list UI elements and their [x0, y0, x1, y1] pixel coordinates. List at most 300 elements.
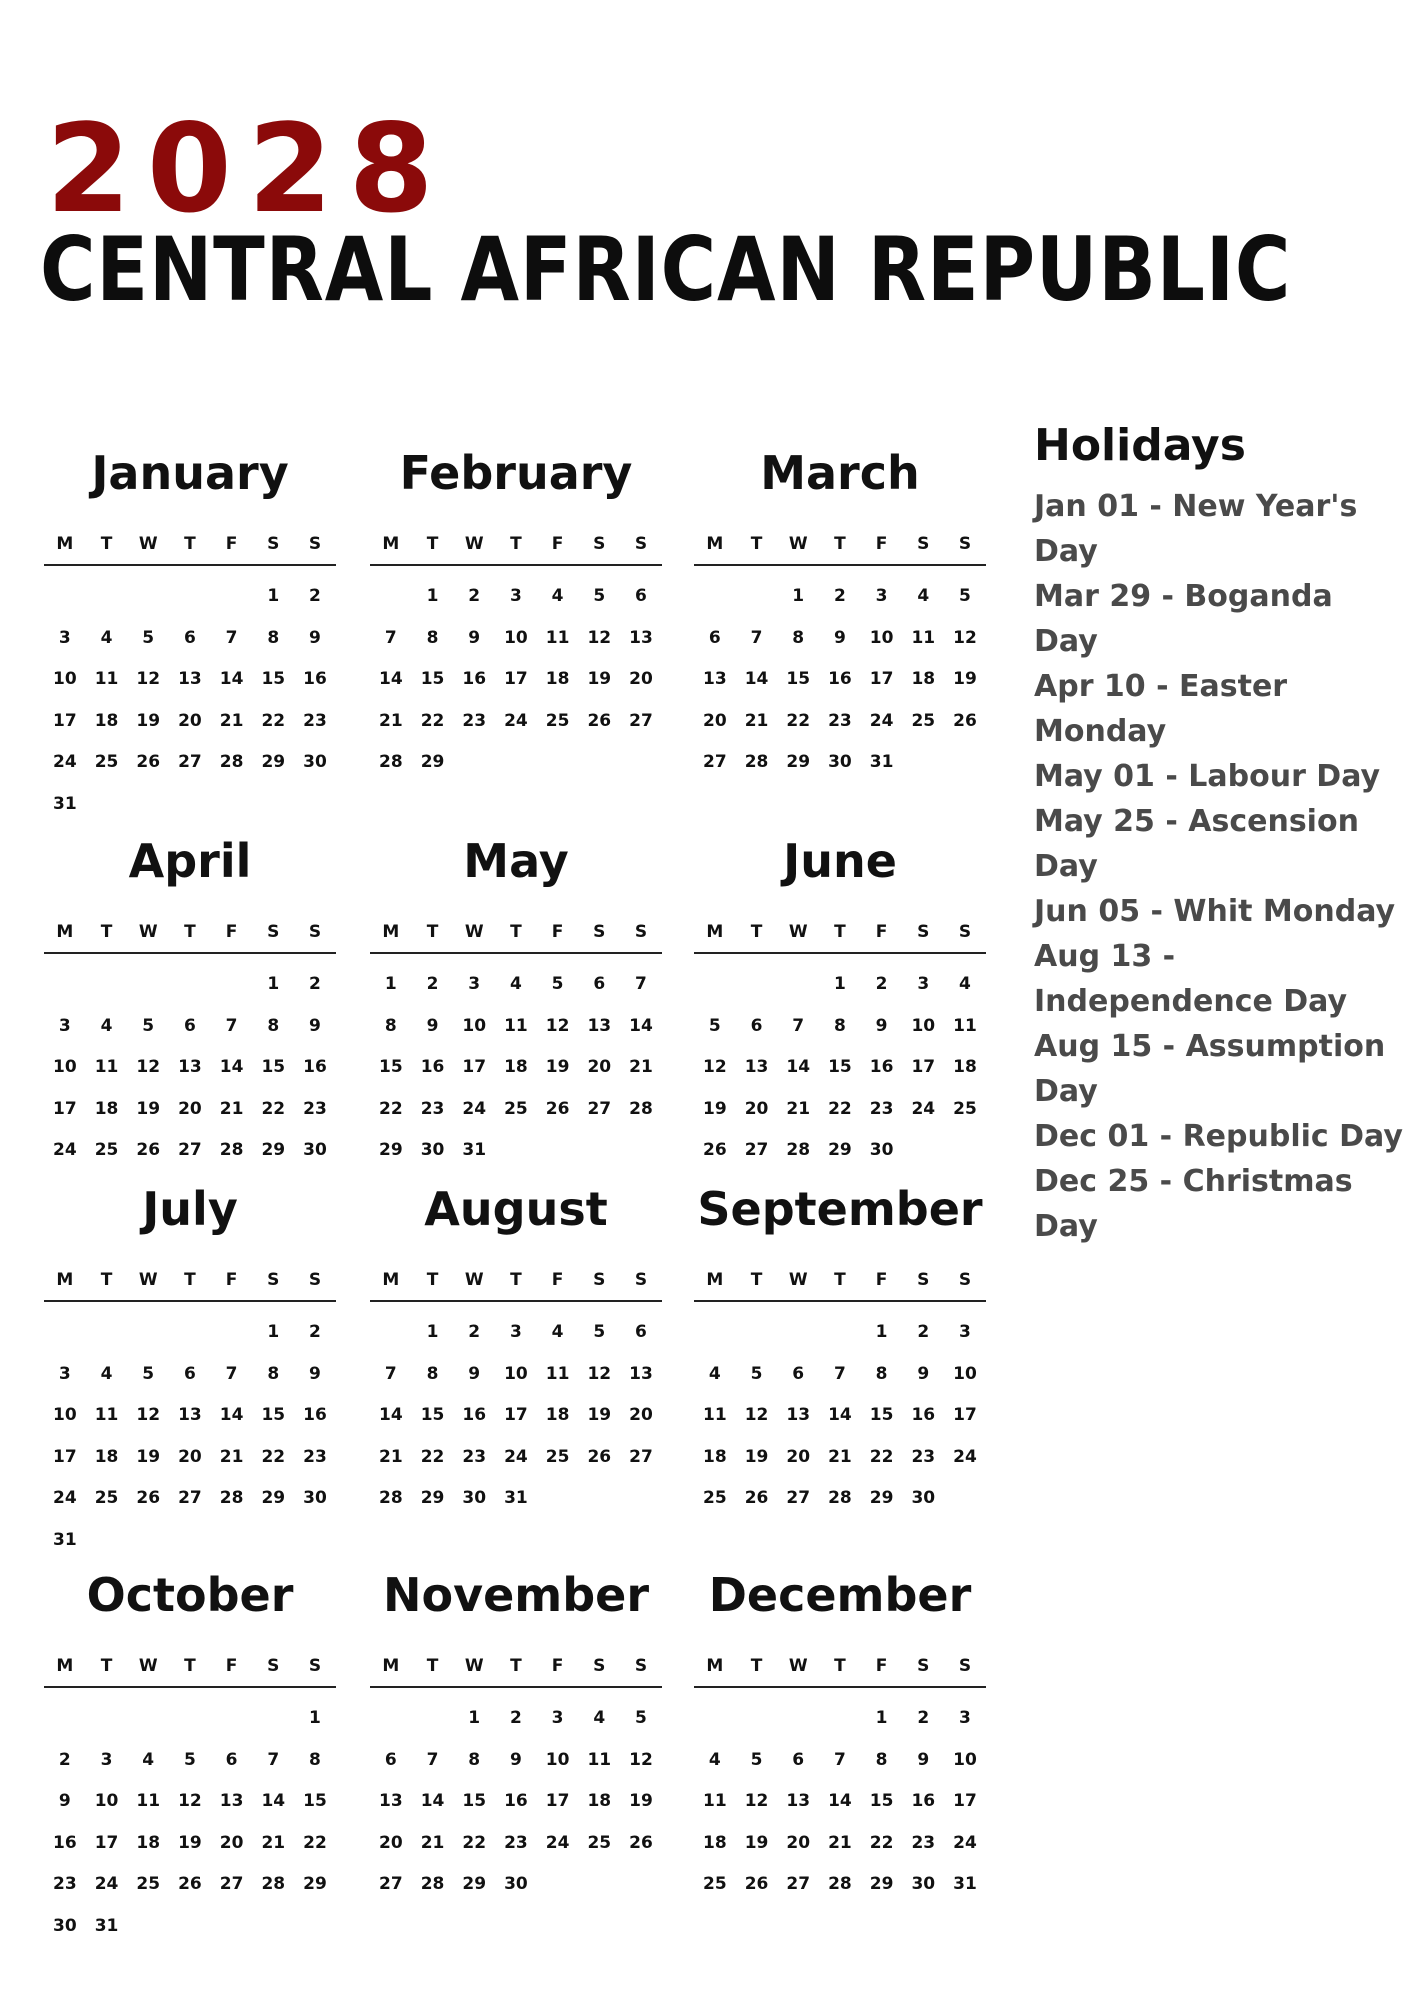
- day-cell: 24: [869, 710, 894, 731]
- day-grid: [370, 1698, 662, 1906]
- day-cell: 18: [94, 1446, 119, 1467]
- day-cell: 17: [953, 1405, 977, 1425]
- day-cell: 13: [629, 1363, 653, 1384]
- day-cell: 2: [509, 1708, 522, 1728]
- day-cell: 4: [100, 1015, 113, 1036]
- day-cell: 12: [629, 1749, 653, 1770]
- day-cell: 12: [136, 1057, 161, 1077]
- day-cell: 5: [750, 1749, 763, 1770]
- weekday-label: F: [551, 1270, 564, 1290]
- holiday-item: Aug 13 - Independence Day: [1034, 939, 1348, 1019]
- day-cell: 27: [219, 1874, 244, 1894]
- weekday-label: W: [138, 922, 158, 942]
- day-cell: 25: [94, 752, 119, 772]
- day-cell: 3: [509, 1322, 522, 1342]
- day-cell: 13: [703, 669, 727, 689]
- day-cell: 3: [551, 1708, 564, 1728]
- weekday-label: M: [382, 922, 400, 942]
- day-cell: 22: [261, 710, 286, 731]
- day-cell: 21: [828, 1832, 852, 1853]
- day-cell: 29: [261, 1140, 286, 1160]
- weekday-label: W: [464, 534, 484, 554]
- day-cell: 20: [178, 710, 202, 731]
- day-cell: 30: [869, 1140, 894, 1160]
- day-cell: 28: [379, 752, 403, 772]
- holiday-item: Dec 01 - Republic Day: [1034, 1119, 1403, 1154]
- empty-cell: [86, 1312, 128, 1354]
- day-cell: 1: [468, 1708, 481, 1728]
- weekday-label: T: [510, 1270, 522, 1290]
- month-name: November: [382, 1568, 650, 1622]
- day-cell: 17: [53, 1446, 77, 1467]
- empty-cell: [169, 964, 211, 1006]
- weekday-header: [370, 922, 662, 954]
- day-cell: 6: [635, 586, 647, 606]
- day-cell: 7: [750, 627, 763, 648]
- day-cell: 21: [420, 1832, 445, 1853]
- weekday-header: [44, 1656, 336, 1688]
- month-name: May: [463, 834, 569, 888]
- day-cell: 17: [94, 1832, 119, 1853]
- day-cell: 11: [94, 669, 119, 689]
- day-cell: 27: [178, 1488, 202, 1508]
- weekday-label: T: [750, 1270, 763, 1290]
- day-cell: 16: [420, 1057, 445, 1077]
- weekday-label: M: [56, 534, 74, 554]
- day-cell: 10: [504, 627, 528, 648]
- day-cell: 15: [261, 669, 286, 689]
- day-cell: 25: [703, 1874, 727, 1894]
- day-cell: 19: [136, 1098, 161, 1119]
- day-cell: 23: [828, 710, 852, 731]
- day-cell: 29: [869, 1488, 894, 1508]
- holiday-item: Jun 05 - Whit Monday: [1034, 894, 1396, 929]
- day-cell: 7: [225, 627, 238, 648]
- empty-cell: [169, 1312, 211, 1354]
- day-cell: 23: [869, 1098, 894, 1119]
- day-cell: 20: [587, 1057, 612, 1077]
- day-cell: 6: [183, 1363, 196, 1384]
- day-cell: 8: [267, 627, 280, 648]
- weekday-label: W: [788, 1270, 808, 1290]
- day-cell: 25: [94, 1488, 119, 1508]
- day-cell: 14: [379, 669, 403, 689]
- day-cell: 9: [917, 1749, 930, 1770]
- day-grid: [694, 576, 986, 784]
- day-cell: 12: [136, 1405, 161, 1425]
- weekday-label: T: [100, 534, 113, 554]
- day-cell: 18: [94, 710, 119, 731]
- weekday-label: S: [308, 1656, 322, 1676]
- day-cell: 28: [828, 1488, 852, 1508]
- day-cell: 21: [379, 1446, 403, 1467]
- day-cell: 11: [545, 1363, 570, 1384]
- holiday-item: Dec 25 - Christmas Day: [1034, 1164, 1353, 1244]
- day-cell: 2: [426, 974, 439, 994]
- day-cell: 27: [178, 752, 202, 772]
- day-cell: 24: [53, 1488, 77, 1508]
- day-cell: 15: [786, 669, 811, 689]
- weekday-label: T: [184, 1656, 196, 1676]
- day-cell: 20: [786, 1832, 811, 1853]
- day-grid: [694, 1698, 986, 1906]
- weekday-label: S: [958, 1270, 972, 1290]
- day-grid: [44, 964, 336, 1172]
- day-cell: 5: [708, 1015, 721, 1036]
- day-cell: 7: [267, 1749, 280, 1770]
- day-cell: 23: [462, 710, 487, 731]
- day-cell: 18: [911, 669, 936, 689]
- day-cell: 18: [703, 1446, 727, 1467]
- country-title: CENTRAL AFRICAN REPUBLIC: [40, 218, 1292, 321]
- weekday-label: T: [426, 534, 439, 554]
- day-cell: 11: [911, 627, 936, 648]
- day-cell: 4: [708, 1363, 721, 1384]
- day-cell: 13: [786, 1405, 811, 1425]
- day-cell: 4: [551, 586, 564, 606]
- day-cell: 5: [593, 586, 606, 606]
- day-cell: 6: [593, 974, 606, 994]
- day-cell: 8: [875, 1363, 888, 1384]
- day-cell: 22: [261, 1446, 286, 1467]
- day-cell: 25: [703, 1488, 727, 1508]
- day-cell: 1: [384, 974, 397, 994]
- day-cell: 17: [462, 1057, 487, 1077]
- day-cell: 25: [545, 1446, 570, 1467]
- day-cell: 7: [833, 1749, 846, 1770]
- day-cell: 13: [379, 1791, 403, 1811]
- weekday-label: S: [917, 1270, 930, 1290]
- day-cell: 3: [58, 1363, 71, 1384]
- weekday-label: W: [788, 534, 808, 554]
- day-cell: 22: [420, 1446, 445, 1467]
- day-cell: 14: [744, 669, 769, 689]
- weekday-label: S: [593, 534, 606, 554]
- day-cell: 18: [703, 1832, 727, 1853]
- day-cell: 3: [917, 974, 930, 994]
- day-cell: 5: [142, 1015, 155, 1036]
- day-cell: 15: [420, 669, 445, 689]
- empty-cell: [44, 1698, 86, 1740]
- day-cell: 13: [178, 1405, 202, 1425]
- holiday-item: Jan 01 - New Year's Day: [1034, 489, 1358, 569]
- weekday-header: [370, 1656, 662, 1688]
- day-grid: [44, 576, 336, 825]
- empty-cell: [127, 1698, 169, 1740]
- weekday-label: W: [464, 1656, 484, 1676]
- day-cell: 21: [219, 1446, 244, 1467]
- day-cell: 10: [462, 1015, 487, 1036]
- day-cell: 8: [875, 1749, 888, 1770]
- day-cell: 27: [379, 1874, 403, 1894]
- day-cell: 5: [183, 1749, 196, 1770]
- day-cell: 31: [869, 752, 894, 772]
- day-cell: 2: [917, 1708, 930, 1728]
- day-cell: 15: [379, 1057, 403, 1077]
- day-cell: 15: [261, 1405, 286, 1425]
- day-cell: 6: [183, 1015, 196, 1036]
- day-cell: 28: [420, 1874, 445, 1894]
- day-cell: 2: [309, 1322, 321, 1342]
- day-cell: 17: [504, 669, 528, 689]
- day-cell: 2: [309, 974, 321, 994]
- weekday-label: S: [593, 1270, 606, 1290]
- day-grid: [694, 964, 986, 1172]
- weekday-label: T: [510, 922, 522, 942]
- weekday-label: T: [100, 922, 113, 942]
- empty-cell: [86, 1698, 128, 1740]
- day-cell: 2: [309, 586, 321, 606]
- day-cell: 4: [100, 627, 113, 648]
- day-cell: 4: [100, 1363, 113, 1384]
- day-cell: 14: [629, 1015, 653, 1036]
- weekday-label: F: [551, 922, 564, 942]
- day-cell: 20: [178, 1098, 202, 1119]
- empty-cell: [86, 576, 128, 618]
- day-cell: 18: [94, 1098, 119, 1119]
- weekday-label: S: [634, 922, 648, 942]
- month-name: March: [760, 446, 920, 500]
- weekday-label: S: [634, 534, 648, 554]
- month-november: [370, 1568, 662, 1906]
- month-december: [694, 1568, 986, 1906]
- day-cell: 7: [225, 1363, 238, 1384]
- day-cell: 30: [504, 1874, 528, 1894]
- day-cell: 22: [786, 710, 811, 731]
- day-cell: 11: [94, 1405, 119, 1425]
- day-cell: 11: [587, 1749, 612, 1770]
- weekday-header: [694, 1656, 986, 1688]
- day-cell: 12: [953, 627, 977, 648]
- weekday-label: F: [875, 922, 888, 942]
- day-cell: 20: [629, 1405, 653, 1425]
- day-cell: 9: [468, 627, 481, 648]
- day-cell: 15: [261, 1057, 286, 1077]
- day-cell: 9: [509, 1749, 522, 1770]
- holiday-item: May 25 - Ascension Day: [1034, 804, 1359, 884]
- empty-cell: [211, 1698, 253, 1740]
- day-cell: 16: [911, 1791, 936, 1811]
- day-cell: 30: [420, 1140, 445, 1160]
- day-cell: 21: [786, 1098, 811, 1119]
- day-cell: 26: [953, 710, 977, 731]
- day-cell: 16: [303, 669, 327, 689]
- day-cell: 5: [142, 627, 155, 648]
- weekday-label: M: [56, 922, 74, 942]
- day-cell: 30: [462, 1488, 487, 1508]
- weekday-label: M: [382, 534, 400, 554]
- weekday-label: S: [917, 534, 930, 554]
- day-cell: 17: [869, 669, 894, 689]
- weekday-label: W: [138, 1270, 158, 1290]
- empty-cell: [211, 576, 253, 618]
- day-cell: 23: [911, 1832, 936, 1853]
- day-cell: 10: [953, 1749, 977, 1770]
- weekday-label: T: [834, 1656, 846, 1676]
- day-cell: 15: [420, 1405, 445, 1425]
- day-cell: 21: [219, 1098, 244, 1119]
- day-cell: 26: [587, 1446, 612, 1467]
- day-cell: 24: [953, 1832, 977, 1853]
- day-cell: 16: [828, 669, 852, 689]
- day-cell: 14: [420, 1791, 445, 1811]
- month-june: [694, 834, 986, 1172]
- day-cell: 1: [426, 586, 439, 606]
- day-cell: 19: [136, 1446, 161, 1467]
- day-cell: 21: [629, 1057, 653, 1077]
- day-cell: 9: [309, 627, 321, 648]
- weekday-label: M: [706, 922, 724, 942]
- weekday-label: S: [917, 922, 930, 942]
- day-cell: 27: [629, 710, 653, 731]
- empty-cell: [736, 964, 778, 1006]
- weekday-label: F: [875, 1270, 888, 1290]
- weekday-label: F: [551, 534, 564, 554]
- day-cell: 13: [744, 1057, 769, 1077]
- day-cell: 31: [53, 793, 77, 814]
- weekday-label: S: [634, 1656, 648, 1676]
- empty-cell: [736, 576, 778, 618]
- month-name: April: [128, 834, 252, 888]
- empty-cell: [127, 576, 169, 618]
- day-cell: 9: [58, 1791, 71, 1811]
- day-cell: 20: [379, 1832, 403, 1853]
- month-name: February: [399, 446, 633, 500]
- weekday-label: T: [426, 1656, 439, 1676]
- weekday-label: M: [56, 1270, 74, 1290]
- month-name: July: [142, 1182, 238, 1236]
- day-cell: 30: [303, 1140, 327, 1160]
- day-cell: 9: [426, 1015, 439, 1036]
- empty-cell: [169, 576, 211, 618]
- day-grid: [44, 1698, 336, 1947]
- day-cell: 20: [178, 1446, 202, 1467]
- day-cell: 9: [468, 1363, 481, 1384]
- day-cell: 28: [219, 1140, 244, 1160]
- holidays-panel: [1034, 420, 1404, 1249]
- day-cell: 19: [136, 710, 161, 731]
- day-cell: 4: [509, 974, 522, 994]
- day-cell: 15: [869, 1791, 894, 1811]
- weekday-label: T: [834, 922, 846, 942]
- month-april: [44, 834, 336, 1172]
- day-cell: 6: [225, 1749, 238, 1770]
- day-cell: 17: [953, 1791, 977, 1811]
- day-cell: 30: [911, 1874, 936, 1894]
- day-cell: 5: [142, 1363, 155, 1384]
- day-cell: 3: [875, 586, 888, 606]
- day-cell: 22: [420, 710, 445, 731]
- day-cell: 25: [136, 1874, 161, 1894]
- day-cell: 9: [875, 1015, 888, 1036]
- weekday-label: S: [917, 1656, 930, 1676]
- day-cell: 28: [219, 1488, 244, 1508]
- day-cell: 5: [635, 1708, 647, 1728]
- weekday-label: S: [958, 922, 972, 942]
- day-cell: 2: [58, 1749, 71, 1770]
- month-name: December: [708, 1568, 972, 1622]
- day-cell: 11: [953, 1015, 977, 1036]
- day-cell: 12: [703, 1057, 727, 1077]
- weekday-header: [370, 534, 662, 566]
- day-cell: 6: [635, 1322, 647, 1342]
- day-cell: 5: [959, 586, 971, 606]
- day-cell: 10: [953, 1363, 977, 1384]
- empty-cell: [694, 1312, 736, 1354]
- day-cell: 13: [178, 1057, 202, 1077]
- day-cell: 8: [468, 1749, 481, 1770]
- day-cell: 9: [833, 627, 846, 648]
- day-cell: 10: [53, 669, 77, 689]
- weekday-header: [44, 922, 336, 954]
- weekday-label: M: [382, 1270, 400, 1290]
- day-cell: 3: [468, 974, 481, 994]
- weekday-label: T: [184, 922, 196, 942]
- day-cell: 6: [750, 1015, 763, 1036]
- day-cell: 8: [426, 627, 439, 648]
- day-cell: 12: [744, 1405, 769, 1425]
- day-cell: 10: [94, 1791, 119, 1811]
- day-cell: 25: [953, 1098, 977, 1119]
- day-cell: 26: [136, 1140, 161, 1160]
- day-cell: 20: [219, 1832, 244, 1853]
- day-cell: 18: [953, 1057, 977, 1077]
- day-cell: 23: [53, 1874, 77, 1894]
- empty-cell: [736, 1698, 778, 1740]
- day-cell: 9: [309, 1015, 321, 1036]
- day-cell: 7: [384, 627, 397, 648]
- day-cell: 25: [545, 710, 570, 731]
- day-cell: 6: [183, 627, 196, 648]
- weekday-label: T: [834, 1270, 846, 1290]
- empty-cell: [694, 1698, 736, 1740]
- day-cell: 29: [786, 752, 811, 772]
- weekday-label: T: [750, 1656, 763, 1676]
- day-cell: 12: [178, 1791, 202, 1811]
- day-cell: 14: [219, 1057, 244, 1077]
- empty-cell: [370, 576, 412, 618]
- day-cell: 3: [509, 586, 522, 606]
- day-cell: 29: [261, 752, 286, 772]
- empty-cell: [169, 1698, 211, 1740]
- month-name: August: [424, 1182, 608, 1236]
- day-cell: 5: [593, 1322, 606, 1342]
- day-grid: [370, 576, 662, 784]
- weekday-label: F: [225, 1656, 238, 1676]
- day-cell: 10: [53, 1405, 77, 1425]
- weekday-label: M: [706, 1656, 724, 1676]
- day-cell: 19: [545, 1057, 570, 1077]
- month-january: [44, 446, 336, 825]
- day-cell: 8: [309, 1749, 321, 1770]
- holiday-item: Aug 15 - Assumption Day: [1034, 1029, 1386, 1109]
- weekday-label: T: [100, 1656, 113, 1676]
- weekday-label: T: [184, 1270, 196, 1290]
- day-cell: 28: [744, 752, 769, 772]
- day-cell: 22: [869, 1832, 894, 1853]
- month-july: [44, 1182, 336, 1561]
- day-cell: 14: [261, 1791, 286, 1811]
- day-cell: 8: [426, 1363, 439, 1384]
- weekday-label: S: [267, 534, 280, 554]
- weekday-label: F: [875, 534, 888, 554]
- empty-cell: [694, 576, 736, 618]
- day-cell: 2: [468, 586, 481, 606]
- day-cell: 28: [379, 1488, 403, 1508]
- day-cell: 1: [426, 1322, 439, 1342]
- day-cell: 19: [744, 1446, 769, 1467]
- month-name: June: [783, 834, 897, 888]
